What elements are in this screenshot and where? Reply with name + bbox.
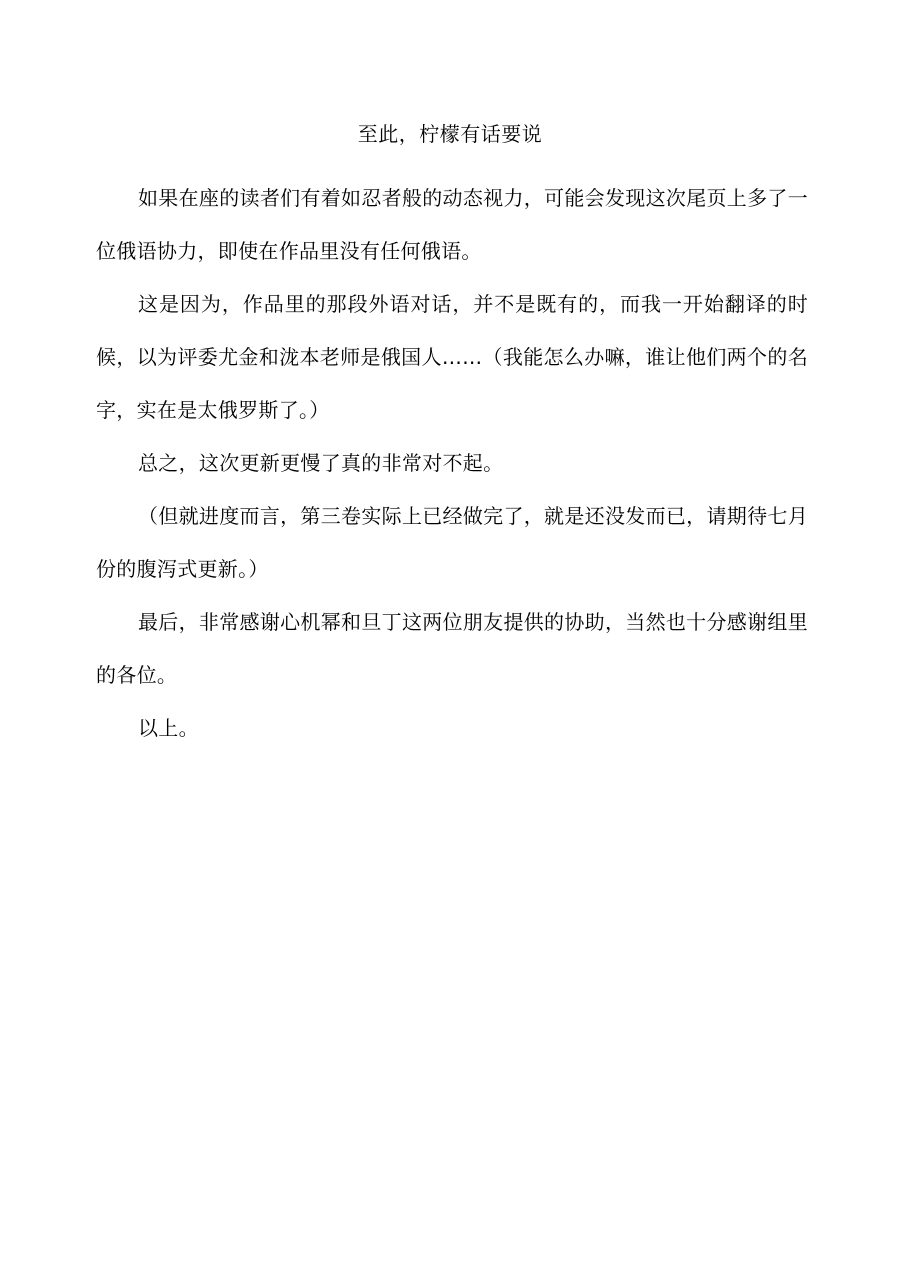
document-title: 至此，柠檬有话要说: [357, 122, 543, 146]
document-body: [96, 172, 808, 755]
paragraph-progress: （但就进度而言，第三卷实际上已经做完了，就是还没发而已，请期待七月份的腹泻式更新。）: [96, 504, 808, 581]
paragraph-thanks: 最后，非常感谢心机幂和旦丁这两位朋友提供的协助，当然也十分感谢组里的各位。: [96, 610, 808, 687]
paragraph-closing: 以上。: [138, 716, 199, 740]
paragraph-intro: 如果在座的读者们有着如忍者般的动态视力，可能会发现这次尾页上多了一位俄语协力，即使在作品里没有任何俄语。: [96, 186, 808, 263]
paragraph-apology: 总之，这次更新更慢了真的非常对不起。: [138, 451, 504, 475]
paragraph-reason: 这是因为，作品里的那段外语对话，并不是既有的，而我一开始翻译的时候，以为评委尤金和泷本老师是俄国人……（我能怎么办嘛，谁让他们两个的名字，实在是太俄罗斯了。）: [96, 292, 808, 422]
